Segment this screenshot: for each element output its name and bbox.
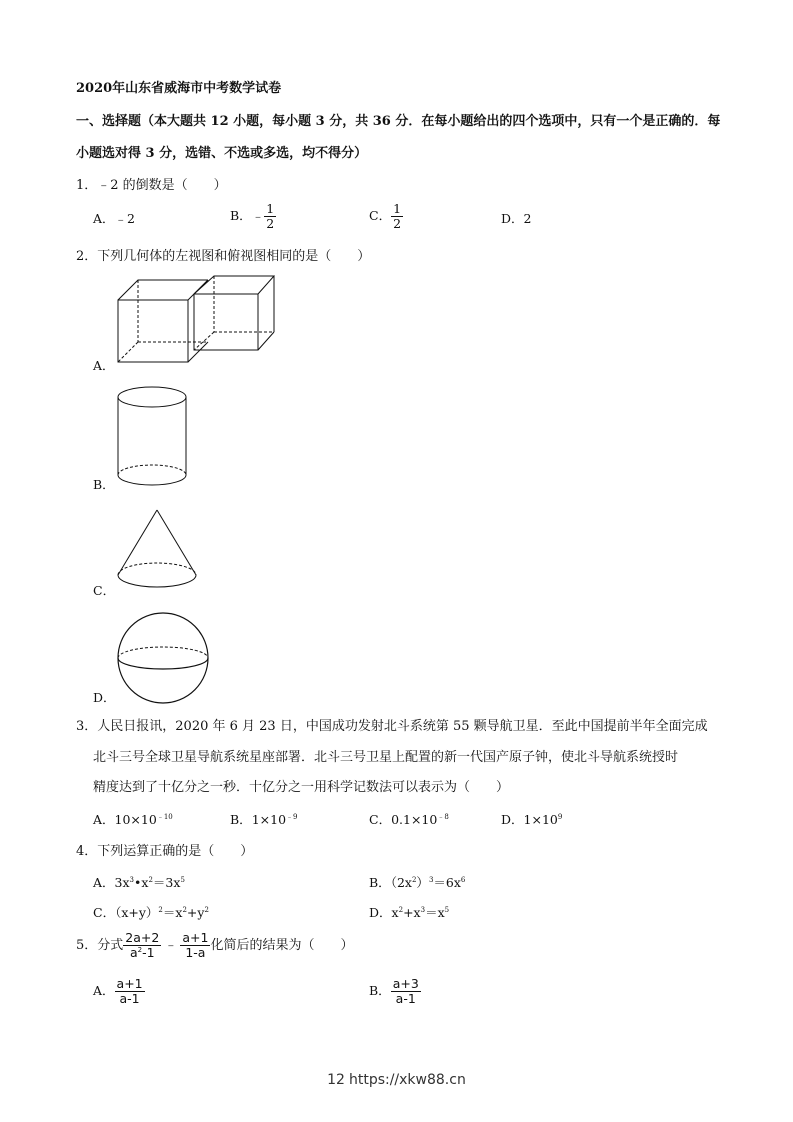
- q4-option-d-exp1: 2: [398, 906, 404, 914]
- q2-option-d-label: D．: [93, 690, 116, 705]
- q2-option-c-label: C．: [93, 583, 116, 598]
- q3-option-a: [93, 811, 173, 829]
- q5-fraction-1-den-base: a: [130, 945, 138, 960]
- q3-option-d-exponent: 9: [557, 813, 563, 821]
- q3-option-d: [501, 811, 562, 829]
- q1-option-b-sign: ﹣: [251, 208, 265, 223]
- q5-fraction-1-den-exp: 2: [137, 946, 143, 954]
- q5-suffix: 化简后的结果为（ ）: [210, 938, 354, 953]
- q4-option-c-exp1: 2: [158, 906, 163, 914]
- q3-option-b-exponent: ﹣9: [286, 813, 298, 821]
- q5-option-b-denominator: a-1: [395, 991, 416, 1006]
- q5-option-b-label: B．: [369, 983, 391, 998]
- q5-option-b: [369, 977, 421, 1006]
- q1-option-a-text: ﹣2: [114, 211, 135, 226]
- q3-option-c-exponent: ﹣8: [437, 813, 449, 821]
- page-footer: [0, 1072, 793, 1088]
- q2-option-a-label: A．: [93, 358, 115, 373]
- q2-figure-two-cubes: [112, 274, 282, 364]
- q4-option-c-part2: ＝x: [162, 905, 183, 920]
- q5-option-a: [93, 977, 145, 1006]
- q5-fraction-1: [123, 931, 161, 960]
- q3-option-c: [369, 811, 449, 829]
- q2-stem: 2．下列几何体的左视图和俯视图相同的是（ ）: [76, 249, 371, 264]
- q4-option-a-part1: 3x: [114, 875, 130, 890]
- q2-figure-sphere: [114, 610, 212, 706]
- q3-option-c-label: C．: [369, 812, 392, 827]
- q4-option-b-part2: ）: [416, 875, 429, 890]
- q2-figure-cylinder: [114, 385, 190, 489]
- q5-option-a-denominator: a-1: [119, 991, 140, 1006]
- q3-option-a-base: 10×10: [114, 812, 157, 827]
- q4-option-d-exp2: 3: [420, 906, 426, 914]
- q4-option-a-label: A．: [93, 875, 115, 890]
- q4-option-b-part3: ＝6x: [433, 875, 461, 890]
- q4-option-a-exp3: 5: [180, 876, 185, 884]
- q5-fraction-1-den-tail: -1: [142, 945, 155, 960]
- q5-stem: [76, 931, 353, 960]
- q4-option-b: [369, 874, 465, 892]
- q4-option-c: [93, 904, 209, 922]
- q3-stem-line3: 精度达到了十亿分之一秒．十亿分之一用科学记数法可以表示为（ ）: [93, 780, 510, 795]
- q4-option-d-exp3: 5: [444, 906, 450, 914]
- q4-option-a: [93, 874, 185, 892]
- q3-option-d-base: 1×10: [523, 812, 558, 827]
- q4-option-c-label: C．: [93, 905, 116, 920]
- q3-stem-line1: 3．人民日报讯，2020 年 6 月 23 日，中国成功发射北斗系统第 55 颗导航卫星．至此中国提前半年全面完成: [76, 719, 708, 734]
- q3-option-a-exponent: ﹣10: [156, 813, 173, 821]
- q5-fraction-1-numerator: 2a+2: [125, 930, 160, 945]
- q4-option-c-part1: （x+y）: [115, 905, 159, 920]
- q4-option-d-label: D．: [369, 905, 392, 920]
- q1-option-b-fraction: [264, 202, 276, 231]
- q3-option-b-base: 1×10: [251, 812, 287, 827]
- exam-title: 2020年山东省威海市中考数学试卷: [76, 81, 282, 96]
- q4-option-a-exp2: 2: [148, 876, 153, 884]
- q3-option-b-label: B．: [230, 812, 252, 827]
- q4-option-b-part1: （2x: [390, 875, 412, 890]
- q1-option-a: [93, 210, 135, 228]
- section-heading-line1: 一、选择题（本大题共 12 小题，每小题 3 分，共 36 分．在每小题给出的四个选项中，只有一个是正确的．每: [76, 114, 721, 129]
- q5-prefix: 5．分式: [76, 938, 124, 953]
- page-number: 12: [327, 1072, 345, 1088]
- q4-option-a-part3: ＝3x: [152, 875, 181, 890]
- q3-stem-line2: 北斗三号全球卫星导航系统星座部署．北斗三号卫星上配置的新一代国产原子钟，使北斗导航系统授时: [93, 750, 679, 765]
- q1-option-d-text: 2: [523, 211, 532, 226]
- section-heading-line2: 小题选对得 3 分，选错、不选或多选，均不得分）: [76, 146, 368, 161]
- q5-option-a-label: A．: [93, 983, 115, 998]
- q1-option-b-numerator: 1: [266, 201, 275, 216]
- q4-stem: 4．下列运算正确的是（ ）: [76, 844, 254, 859]
- q4-option-c-part3: +y: [186, 905, 205, 920]
- q4-option-a-part2: •x: [134, 875, 149, 890]
- q5-option-a-numerator: a+1: [116, 976, 143, 991]
- q4-option-c-exp2: 2: [182, 906, 187, 914]
- q1-stem: 1．﹣2 的倒数是（ ）: [76, 178, 227, 193]
- q3-option-d-label: D．: [501, 812, 524, 827]
- q1-option-b-label: B．: [230, 208, 252, 223]
- q5-option-b-fraction: [391, 977, 421, 1006]
- q5-fraction-2-denominator: 1-a: [185, 945, 206, 960]
- q5-fraction-2: [180, 931, 210, 960]
- q1-option-c: [369, 202, 403, 231]
- q4-option-d-part3: ＝x: [425, 905, 445, 920]
- q5-option-b-numerator: a+3: [392, 976, 419, 991]
- q4-option-c-exp3: 2: [204, 906, 209, 914]
- q4-option-b-exp2: 3: [428, 876, 434, 884]
- q4-option-d-part2: +x: [403, 905, 421, 920]
- q1-option-c-denominator: 2: [393, 216, 402, 231]
- q4-option-d: [369, 904, 449, 922]
- q4-option-b-label: B．: [369, 875, 391, 890]
- q4-option-b-exp3: 6: [460, 876, 466, 884]
- q3-option-a-label: A．: [93, 812, 115, 827]
- q1-option-d-label: D．: [501, 211, 524, 226]
- q1-option-c-numerator: 1: [393, 201, 402, 216]
- q4-option-a-exp1: 3: [129, 876, 135, 884]
- q1-option-d: [501, 210, 531, 228]
- q5-minus: ﹣: [164, 938, 178, 953]
- q1-option-a-label: A．: [93, 211, 115, 226]
- q5-fraction-2-numerator: a+1: [182, 930, 209, 945]
- q5-fraction-1-denominator: [123, 946, 161, 960]
- q1-option-c-label: C．: [369, 208, 392, 223]
- q1-option-c-fraction: [391, 202, 403, 231]
- q2-option-b-label: B．: [93, 477, 115, 492]
- q1-option-b-denominator: 2: [266, 216, 275, 231]
- q5-option-a-fraction: [115, 977, 145, 1006]
- q4-option-d-part1: x: [391, 905, 399, 920]
- q2-figure-cone: [114, 507, 200, 593]
- q3-option-b: [230, 811, 298, 829]
- q3-option-c-base: 0.1×10: [391, 812, 438, 827]
- q4-option-b-exp1: 2: [411, 876, 417, 884]
- q1-option-b: [230, 202, 276, 231]
- footer-url[interactable]: https://xkw88.cn: [348, 1072, 466, 1088]
